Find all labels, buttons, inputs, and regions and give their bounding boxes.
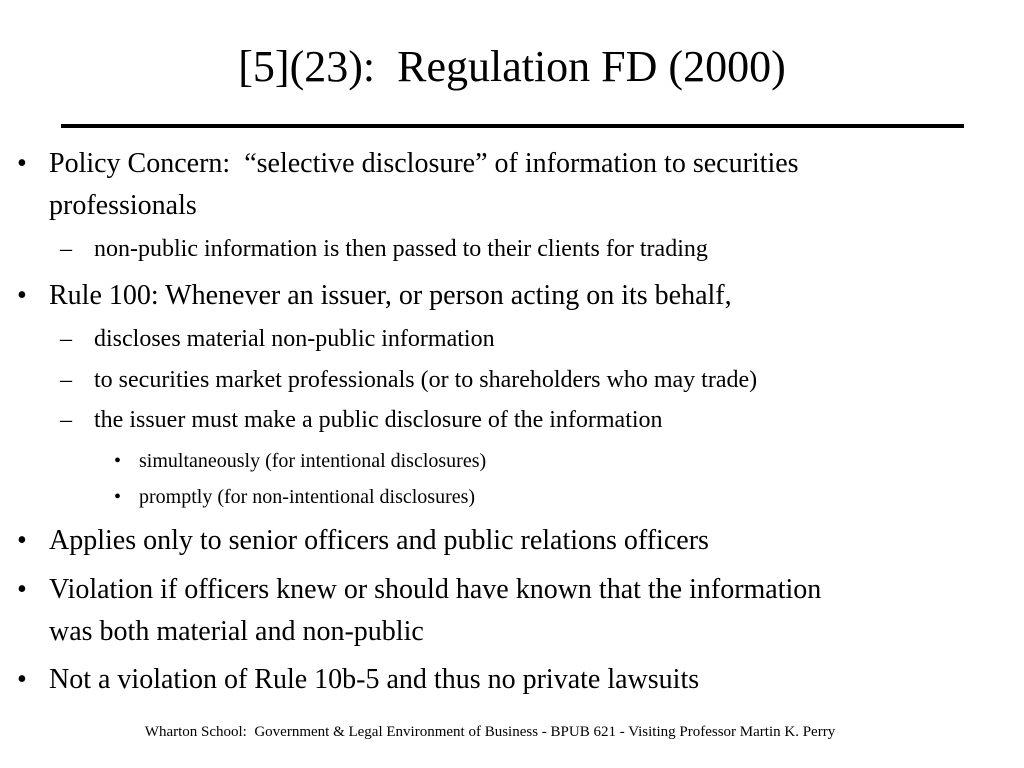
bullet-marker: • (17, 280, 27, 311)
dash-marker: – (60, 367, 72, 393)
bullet-marker: • (17, 525, 27, 556)
bullet-marker: • (17, 664, 27, 695)
bullet-text-line2: professionals (49, 190, 197, 221)
dash-marker: – (60, 236, 72, 262)
bullet-marker: • (114, 486, 122, 508)
bullet-text: Rule 100: Whenever an issuer, or person acting on its behalf, (49, 280, 732, 311)
slide-footer: Wharton School: Government & Legal Environment of Business - BPUB 621 - Visiting Professor Martin K. Perry (144, 724, 836, 740)
bullet-text-line1: Policy Concern: “selective disclosure” of information to securities (49, 148, 799, 179)
dash-marker: – (60, 326, 72, 352)
bullet-text-line1: Violation if officers knew or should have known that the information (49, 574, 822, 605)
slide-title: [5](23): Regulation FD (2000) (238, 42, 786, 91)
sub-bullet-text: discloses material non-public information (94, 326, 495, 352)
bullet-text: Not a violation of Rule 10b-5 and thus no private lawsuits (49, 664, 700, 695)
sub-bullet-text: to securities market professionals (or to shareholders who may trade) (94, 367, 758, 393)
sub-sub-bullet-text: simultaneously (for intentional disclosures) (139, 450, 487, 472)
bullet-marker: • (17, 574, 27, 605)
sub-bullet-text: the issuer must make a public disclosure of the information (94, 407, 663, 433)
sub-bullet-text: non-public information is then passed to their clients for trading (94, 236, 708, 262)
bullet-text-line2: was both material and non-public (49, 616, 424, 647)
dash-marker: – (60, 407, 72, 433)
bullet-marker: • (114, 450, 122, 472)
bullet-text: Applies only to senior officers and public relations officers (49, 525, 709, 556)
bullet-marker: • (17, 148, 27, 179)
sub-sub-bullet-text: promptly (for non-intentional disclosures) (139, 486, 476, 508)
